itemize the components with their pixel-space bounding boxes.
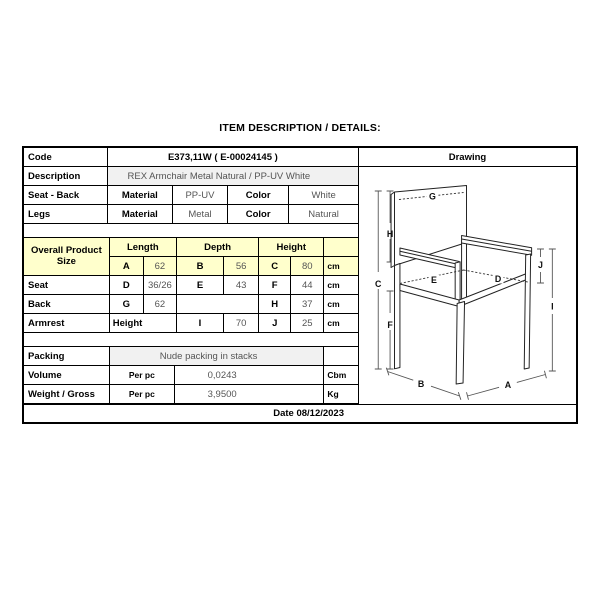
overall-depth-value: 56 <box>224 257 259 276</box>
seat-depth-value: 43 <box>224 276 259 295</box>
legs-row <box>24 205 358 224</box>
legs-material-value: Metal <box>172 205 227 224</box>
code-row <box>24 148 358 167</box>
volume-value: 0,0243 <box>174 366 323 385</box>
dim-label-a: A <box>504 379 512 391</box>
dim-label-e: E <box>431 274 437 286</box>
date-label: Date 08/12/2023 <box>273 408 344 419</box>
armrest-height-key: Height <box>109 314 176 333</box>
description-label: Description <box>24 167 107 186</box>
seat-front-left-bar <box>400 284 459 307</box>
length-header: Length <box>109 238 176 257</box>
dim-label-b: B <box>417 378 425 390</box>
volume-unit: Cbm <box>324 366 358 385</box>
armrest-j-value: 25 <box>291 314 324 333</box>
armrest-i-key: I <box>176 314 223 333</box>
overall-size-label: Overall Product Size <box>24 238 109 276</box>
armrest-size-row <box>24 314 358 333</box>
back-length-value: 62 <box>143 295 176 314</box>
volume-row <box>24 366 358 385</box>
back-height-key: H <box>259 295 291 314</box>
dim-label-c: C <box>375 278 382 290</box>
seat-length-key: D <box>109 276 143 295</box>
weight-value: 3,9500 <box>174 385 323 404</box>
chair-outline <box>391 186 532 385</box>
packing-value: Nude packing in stacks <box>109 347 324 366</box>
drawing-header: Drawing <box>359 148 576 167</box>
front-right-leg <box>524 254 530 369</box>
back-height-value: 37 <box>291 295 324 314</box>
seat-length-value: 36/26 <box>143 276 176 295</box>
spec-tables <box>24 148 358 404</box>
dim-label-g: G <box>429 191 436 202</box>
back-empty-cell <box>176 295 258 314</box>
seat-back-row <box>24 186 358 205</box>
seat-back-material-value: PP-UV <box>172 186 227 205</box>
spec-sheet <box>22 146 578 424</box>
dim-label-f: F <box>387 319 393 331</box>
packing-row <box>24 347 358 366</box>
back-right-post <box>462 243 467 302</box>
chair-drawing <box>359 167 576 404</box>
drawing-cell <box>358 148 576 404</box>
info-table <box>24 148 358 224</box>
dim-label-i: I <box>551 301 554 312</box>
size-header-unit-cell <box>324 238 358 257</box>
code-label: Code <box>24 148 107 167</box>
overall-depth-key: B <box>176 257 223 276</box>
overall-height-key: C <box>259 257 291 276</box>
seat-height-key: F <box>259 276 291 295</box>
legs-material-key: Material <box>107 205 172 224</box>
legs-color-key: Color <box>228 205 289 224</box>
seat-back-label: Seat - Back <box>24 186 107 205</box>
seat-back-material-key: Material <box>107 186 172 205</box>
back-size-row <box>24 295 358 314</box>
left-armrest-support <box>455 262 460 302</box>
size-header-row <box>24 238 358 257</box>
back-left-leg <box>395 264 400 369</box>
armrest-label: Armrest <box>24 314 109 333</box>
depth-header: Depth <box>176 238 258 257</box>
description-row <box>24 167 358 186</box>
packing-table <box>24 346 358 404</box>
seat-back-color-value: White <box>289 186 358 205</box>
spacer-row <box>24 333 358 346</box>
back-label: Back <box>24 295 109 314</box>
seat-back-color-key: Color <box>228 186 289 205</box>
dim-label-j: J <box>538 259 543 271</box>
overall-length-value: 62 <box>143 257 176 276</box>
code-value: E373,11W ( E-00024145 ) <box>107 148 358 167</box>
packing-unit-cell <box>324 347 358 366</box>
legs-label: Legs <box>24 205 107 224</box>
back-length-key: G <box>109 295 143 314</box>
sheet-main <box>24 148 576 404</box>
seat-label: Seat <box>24 276 109 295</box>
page-title: ITEM DESCRIPTION / DETAILS: <box>219 122 381 134</box>
date-row <box>24 404 576 422</box>
volume-per-pc: Per pc <box>109 366 174 385</box>
weight-label: Weight / Gross <box>24 385 109 404</box>
weight-unit: Kg <box>324 385 358 404</box>
height-header: Height <box>259 238 324 257</box>
seat-unit: cm <box>324 276 358 295</box>
seat-size-row <box>24 276 358 295</box>
overall-height-value: 80 <box>291 257 324 276</box>
size-table <box>24 237 358 333</box>
spacer-row <box>24 224 358 237</box>
weight-per-pc: Per pc <box>109 385 174 404</box>
seat-height-value: 44 <box>291 276 324 295</box>
packing-label: Packing <box>24 347 109 366</box>
description-value: REX Armchair Metal Natural / PP-UV White <box>107 167 358 186</box>
armrest-j-key: J <box>259 314 291 333</box>
weight-row <box>24 385 358 404</box>
armrest-unit: cm <box>324 314 358 333</box>
dim-label-d: D <box>494 273 502 285</box>
dim-label-h: H <box>386 228 394 240</box>
overall-unit: cm <box>324 257 358 276</box>
armrest-i-value: 70 <box>224 314 259 333</box>
legs-color-value: Natural <box>289 205 358 224</box>
back-unit: cm <box>324 295 358 314</box>
front-leg <box>456 302 464 385</box>
overall-length-key: A <box>109 257 143 276</box>
volume-label: Volume <box>24 366 109 385</box>
seat-depth-key: E <box>176 276 223 295</box>
